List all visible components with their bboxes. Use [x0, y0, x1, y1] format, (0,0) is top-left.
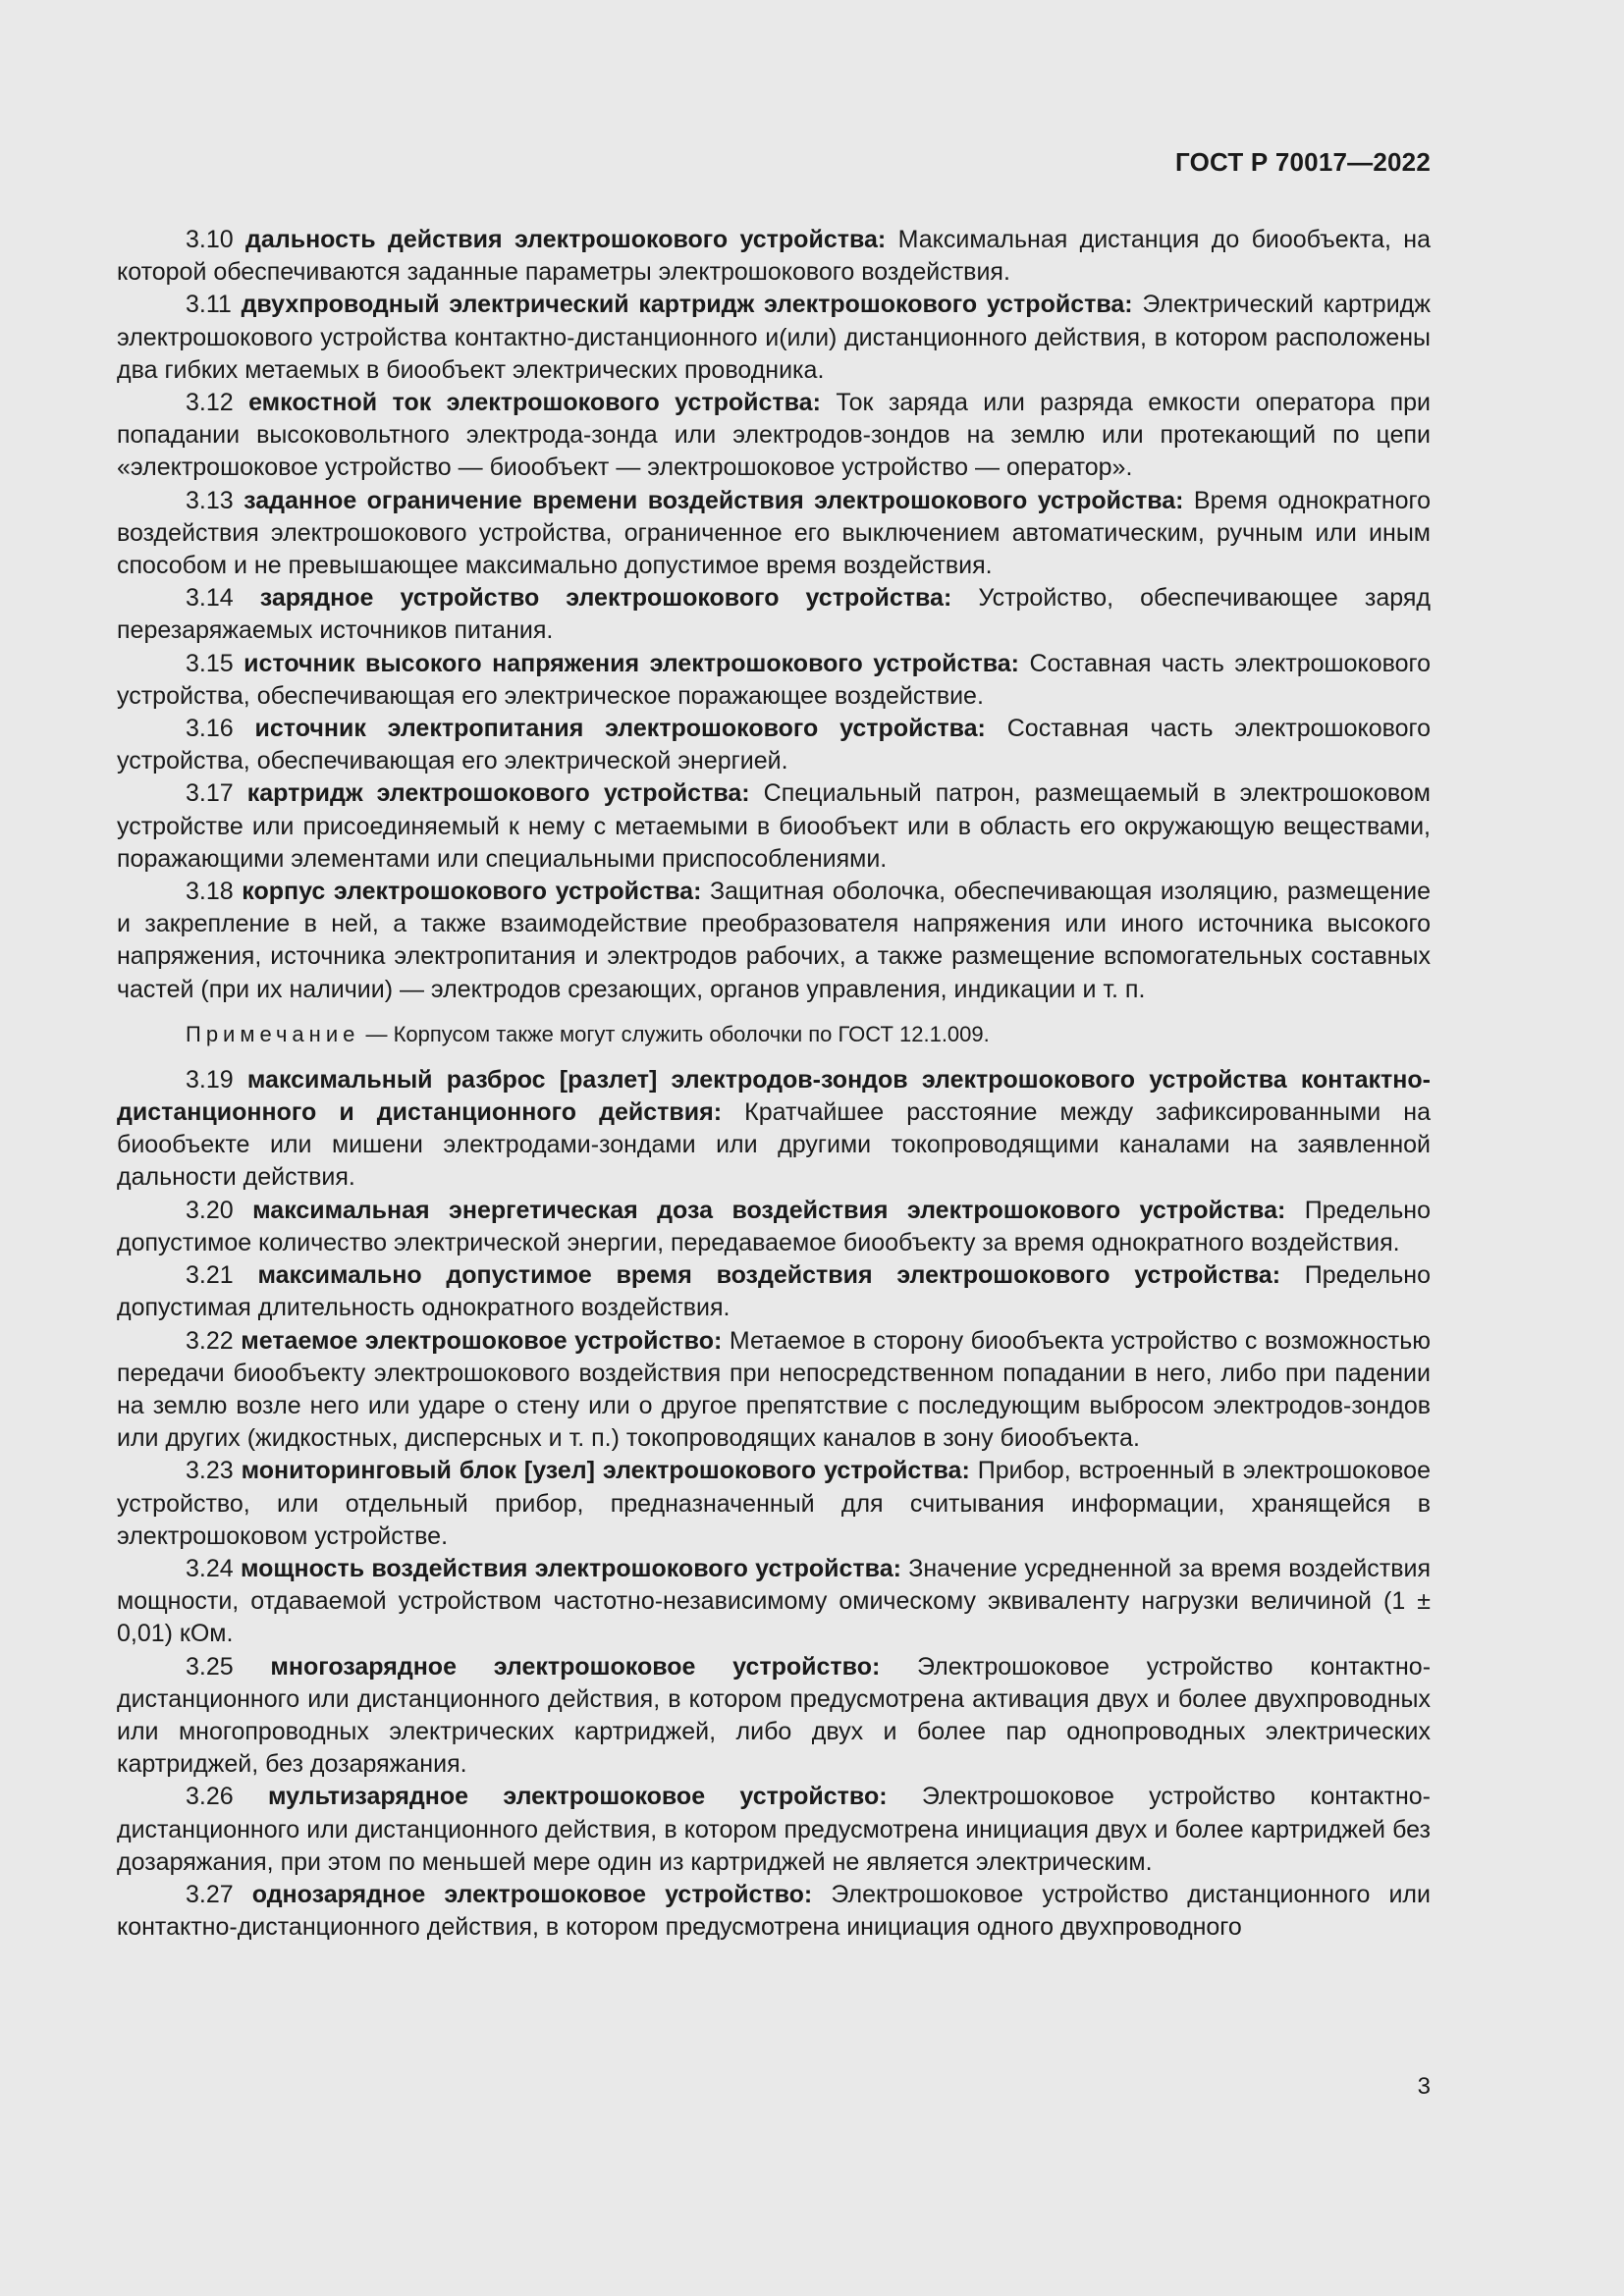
- term-definition: [117, 1325, 1431, 1456]
- definition: Предельно допустимая длительность однократного воздействия.: [117, 1261, 1432, 1322]
- term: емкостной ток электрошокового устройства:: [248, 389, 821, 417]
- definition: Значение усредненной за время воздействия мощности, отдаваемой устройством частотно-независимому омическому эквиваленту нагрузки величиной (1 ± 0,01) кОм.: [117, 1554, 1431, 1648]
- definition: Защитная оболочка, обеспечивающая изоляцию, размещение и закрепление в ней, а также взаимодействие преобразователя напряжения или иного источника высокого напряжения, источника электропитания и электродов рабочих, а также размещение вспомогательных составных частей (при их наличии) — электродов срезающих, органов управления, индикации и т. п.: [117, 878, 1431, 1003]
- term: мультизарядное электрошоковое устройство:: [268, 1783, 888, 1811]
- term-definition: [117, 224, 1431, 289]
- term-definition: [117, 1195, 1431, 1259]
- definition: Электрошоковое устройство дистанционного или контактно-дистанционного действия, в котором предусмотрена инициация одного двухпроводного: [117, 1880, 1431, 1942]
- term: максимальный разброс [разлет] электродов-зондов электрошокового устройства контактно-дистанционного и дистанционного действия:: [117, 1065, 1431, 1127]
- definition: Составная часть электрошокового устройства, обеспечивающая его электрическое поражающее воздействие.: [117, 649, 1432, 710]
- clause-number: 3.23: [186, 1457, 234, 1485]
- term-definition: [117, 1553, 1431, 1651]
- term: корпус электрошокового устройства:: [242, 878, 702, 906]
- definition: Электрический картридж электрошокового устройства контактно-дистанционного и(или) дистанционного действия, в котором расположены два гибких метаемых в биообъект электрических проводника.: [117, 291, 1431, 384]
- clause-number: 3.22: [186, 1326, 234, 1355]
- clause-number: 3.12: [186, 389, 234, 417]
- document-body: [117, 224, 1431, 1944]
- clause-number: 3.11: [186, 291, 232, 319]
- term-definition: [117, 387, 1431, 485]
- definition: Прибор, встроенный в электрошоковое устройство, или отдельный прибор, предназначенный для считывания информации, хранящейся в электрошоковом устройстве.: [117, 1457, 1431, 1550]
- definition: Составная часть электрошокового устройства, обеспечивающая его электрической энергией.: [117, 715, 1432, 775]
- term-definition: [117, 1781, 1431, 1879]
- clause-number: 3.15: [186, 649, 234, 677]
- clause-number: 3.21: [186, 1261, 234, 1290]
- page-number: 3: [1417, 2073, 1431, 2100]
- clause-number: 3.20: [186, 1196, 234, 1224]
- clause-number: 3.13: [186, 486, 234, 514]
- clause-number: 3.10: [186, 226, 234, 253]
- term: заданное ограничение времени воздействия электрошокового устройства:: [244, 486, 1184, 514]
- definition: Максимальная дистанция до биообъекта, на которой обеспечиваются заданные параметры электрошокового воздействия.: [117, 226, 1432, 287]
- note-text: Корпусом также могут служить оболочки по ГОСТ 12.1.009.: [393, 1021, 990, 1046]
- definition: Специальный патрон, размещаемый в электрошоковом устройстве или присоединяемый к нему с метаемыми в биообъект или в область его окружающую веществами, поражающими элементами или специальными приспособлениями.: [117, 779, 1431, 873]
- term-definition: [117, 1455, 1431, 1553]
- term-definition: [117, 777, 1431, 876]
- clause-number: 3.25: [186, 1652, 234, 1681]
- term-definition: [117, 485, 1431, 583]
- note-dash: —: [365, 1021, 388, 1046]
- clause-number: 3.18: [186, 878, 234, 906]
- term: источник высокого напряжения электрошокового устройства:: [244, 649, 1019, 677]
- term-definition: [117, 582, 1431, 647]
- term: двухпроводный электрический картридж электрошокового устройства:: [241, 291, 1133, 319]
- definition: Метаемое в сторону биообъекта устройство с возможностью передачи биообъекту электрошокового воздействия при непосредственном попадании в него, либо при падении на землю возле него или ударе о стену или о другое препятствие с последующим выбросом электродов-зондов или других (жидкостных, дисперсных и т. п.) токопроводящих каналов в зону биообъекта.: [117, 1326, 1432, 1453]
- note-label: Примечание: [186, 1021, 360, 1046]
- term: мониторинговый блок [узел] электрошокового устройства:: [241, 1457, 970, 1485]
- term: картридж электрошокового устройства:: [246, 779, 750, 808]
- term-definition: [117, 713, 1431, 777]
- term: однозарядное электрошоковое устройство:: [251, 1880, 813, 1908]
- definition: Ток заряда или разряда емкости оператора при попадании высоковольтного электрода-зонда или электродов-зондов на землю или протекающий по цепи «электрошоковое устройство — биообъект — электрошоковое устройство — оператор».: [117, 389, 1431, 482]
- clause-number: 3.14: [186, 584, 234, 613]
- term: максимально допустимое время воздействия электрошокового устройства:: [257, 1261, 1281, 1290]
- term: максимальная энергетическая доза воздействия электрошокового устройства:: [252, 1196, 1286, 1224]
- term-definition: [117, 289, 1431, 387]
- term: многозарядное электрошоковое устройство:: [270, 1652, 881, 1681]
- definition: Время однократного воздействия электрошокового устройства, ограниченное его выключением автоматическим, ручным или иным способом и не превышающее максимально допустимое время воздействия.: [117, 486, 1431, 580]
- clause-number: 3.26: [186, 1783, 234, 1811]
- definition: Кратчайшее расстояние между зафиксированными на биообъекте или мишени электродами-зондами или другими токопроводящими каналами на заявленной дальности действия.: [117, 1098, 1432, 1192]
- term: зарядное устройство электрошокового устройства:: [259, 584, 952, 613]
- term-definition: [117, 1259, 1431, 1324]
- term: дальность действия электрошокового устройства:: [245, 226, 887, 253]
- term: метаемое электрошоковое устройство:: [241, 1326, 723, 1355]
- term-definition: [117, 1064, 1431, 1195]
- definition: Электрошоковое устройство контактно-дистанционного или дистанционного действия, в котором предусмотрена инициация двух и более картриджей без дозаряжания, при этом по меньшей мере один из картриджей не является электрическим.: [117, 1783, 1432, 1876]
- note: [117, 1018, 1431, 1050]
- definition: Устройство, обеспечивающее заряд перезаряжаемых источников питания.: [117, 584, 1432, 645]
- clause-number: 3.19: [186, 1065, 234, 1094]
- clause-number: 3.16: [186, 715, 234, 743]
- term-definition: [117, 648, 1431, 713]
- clause-number: 3.24: [186, 1554, 234, 1582]
- term: мощность воздействия электрошокового устройства:: [240, 1554, 901, 1582]
- term-definition: [117, 876, 1431, 1006]
- term-definition: [117, 1879, 1431, 1944]
- standard-header: ГОСТ Р 70017—2022: [1175, 147, 1431, 177]
- term-definition: [117, 1651, 1431, 1782]
- definition: Предельно допустимое количество электрической энергии, передаваемое биообъекту за время однократного воздействия.: [117, 1196, 1431, 1256]
- clause-number: 3.17: [186, 779, 234, 808]
- definition: Электрошоковое устройство контактно-дистанционного или дистанционного действия, в котором предусмотрена активация двух и более двухпроводных или многопроводных электрических картриджей, либо двух и более пар однопроводных электрических картриджей, без дозаряжания.: [117, 1652, 1432, 1779]
- term: источник электропитания электрошокового устройства:: [254, 715, 986, 743]
- clause-number: 3.27: [186, 1880, 234, 1908]
